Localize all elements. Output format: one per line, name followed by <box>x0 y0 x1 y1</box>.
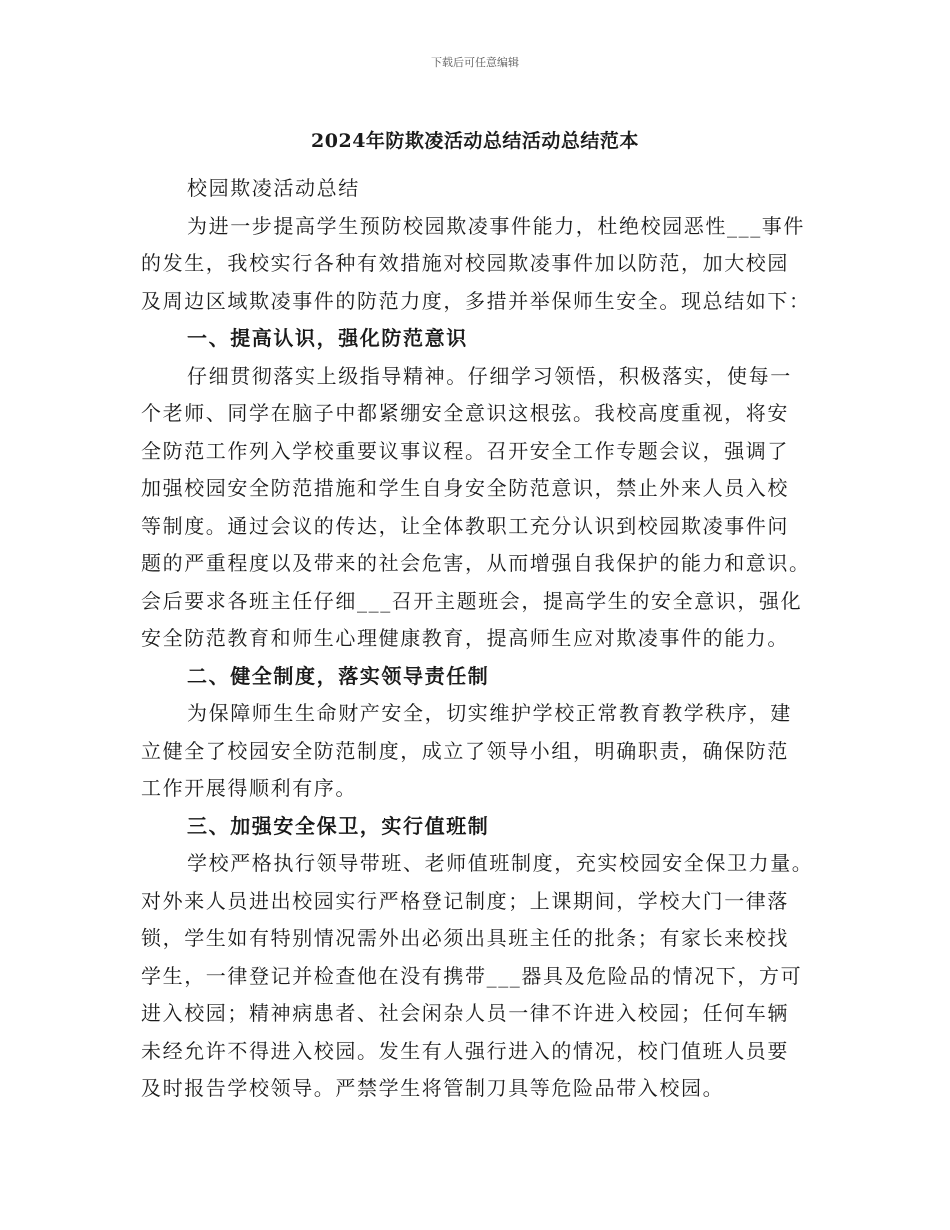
text-line: 安全防范教育和师生心理健康教育，提高师生应对欺凌事件的能力。 <box>141 626 789 650</box>
section-heading: 二、健全制度，落实领导责任制 <box>187 663 490 688</box>
text-line: 锁，学生如有特别情况需外出必须出具班主任的批条；有家长来校找 <box>141 926 789 950</box>
text-line: 校园欺凌活动总结 <box>187 176 360 200</box>
text-line: 全防范工作列入学校重要议事议程。召开安全工作专题会议，强调了 <box>141 438 789 463</box>
text-line: 为保障师生生命财产安全，切实维护学校正常教育教学秩序，建 <box>187 701 792 725</box>
document-body <box>141 170 813 1108</box>
text-line: 工作开展得顺利有序。 <box>141 776 357 800</box>
text-line: 仔细贯彻落实上级指导精神。仔细学习领悟，积极落实，使每一 <box>187 363 792 388</box>
text-line: 的发生，我校实行各种有效措施对校园欺凌事件加以防范，加大校园 <box>141 251 789 275</box>
text-line: 加强校园安全防范措施和学生自身安全防范意识，禁止外来人员入校 <box>141 476 789 500</box>
text-line: 立健全了校园安全防范制度，成立了领导小组，明确职责，确保防范 <box>141 738 789 763</box>
header-note: 下载后可任意编辑 <box>431 56 519 69</box>
text-line: 对外来人员进出校园实行严格登记制度；上课期间，学校大门一律落 <box>141 888 789 913</box>
section-heading: 一、提高认识，强化防范意识 <box>187 326 468 350</box>
text-line: 进入校园；精神病患者、社会闲杂人员一律不许进入校园；任何车辆 <box>141 1001 789 1025</box>
text-line: 个老师、同学在脑子中都紧绷安全意识这根弦。我校高度重视，将安 <box>141 401 789 425</box>
text-line: 为进一步提高学生预防校园欺凌事件能力，杜绝校园恶性___事件 <box>187 213 805 238</box>
text-line: 学生，一律登记并检查他在没有携带___器具及危险品的情况下，方可 <box>141 963 803 988</box>
document-title: 2024年防欺凌活动总结活动总结范本 <box>311 130 639 152</box>
text-line: 题的严重程度以及带来的社会危害，从而增强自我保护的能力和意识。 <box>141 551 811 575</box>
section-heading: 三、加强安全保卫，实行值班制 <box>187 813 490 838</box>
text-line: 学校严格执行领导带班、老师值班制度，充实校园安全保卫力量。 <box>187 851 814 875</box>
text-line: 及周边区域欺凌事件的防范力度，多措并举保师生安全。现总结如下： <box>141 288 811 313</box>
text-line: 未经允许不得进入校园。发生有人强行进入的情况，校门值班人员要 <box>141 1038 789 1063</box>
text-line: 会后要求各班主任仔细___召开主题班会，提高学生的安全意识，强化 <box>141 588 803 613</box>
text-line: 及时报告学校领导。严禁学生将管制刀具等危险品带入校园。 <box>141 1076 725 1100</box>
text-line: 等制度。通过会议的传达，让全体教职工充分认识到校园欺凌事件问 <box>141 513 789 538</box>
